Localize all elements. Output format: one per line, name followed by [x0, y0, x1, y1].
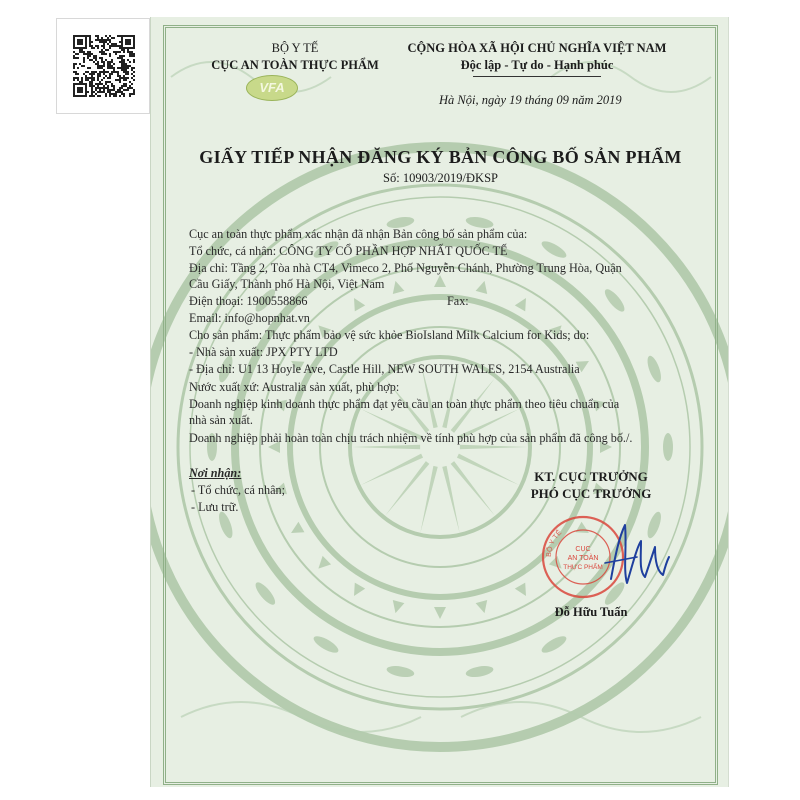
qr-code-icon	[73, 35, 135, 97]
intro-line: Cục an toàn thực phẩm xác nhận đã nhận Bản công bố sản phẩm của:	[189, 227, 528, 241]
stamp-center-text: AN TOÀN	[567, 555, 599, 562]
product-line: Cho sản phẩm: Thực phẩm bảo vệ sức khỏe BioIsland Milk Calcium for Kids; do:	[189, 328, 590, 342]
signer-title-2: PHÓ CỤC TRƯỞNG	[530, 486, 652, 501]
document-title: GIẤY TIẾP NHẬN ĐĂNG KÝ BẢN CÔNG BỐ SẢN PHẨM	[199, 147, 682, 167]
ministry-name: BỘ Y TẾ	[271, 41, 319, 55]
motto-underline	[473, 76, 601, 77]
agency-name: CỤC AN TOÀN THỰC PHẨM	[211, 58, 379, 72]
signer-title-1: KT. CỤC TRƯỞNG	[534, 469, 648, 484]
recipient-item: - Tổ chức, cá nhân;	[191, 483, 286, 497]
document-number: Số: 10903/2019/ĐKSP	[383, 171, 498, 185]
recipients-heading: Nơi nhận:	[189, 466, 242, 480]
motto: Độc lập - Tự do - Hạnh phúc	[460, 58, 614, 72]
stamp-center-text: CỤC	[575, 546, 591, 553]
compliance-line-1: Doanh nghiệp kinh doanh thực phẩm đạt yêu cầu an toàn thực phẩm theo tiêu chuẩn của	[189, 397, 620, 411]
organization-line: Tổ chức, cá nhân: CÔNG TY CỔ PHẦN HỢP NHẤT QUỐC TẾ	[189, 244, 508, 258]
vfa-logo-text: VFA	[259, 80, 285, 95]
responsibility-line: Doanh nghiệp phải hoàn toàn chịu trách nhiệm về tính phù hợp của sản phẩm đã công bố./.	[189, 431, 633, 445]
stamp-center-text: THỰC PHẨM	[563, 564, 603, 571]
address-line-1: Địa chỉ: Tầng 2, Tòa nhà CT4, Vimeco 2, Phố Nguyễn Chánh, Phường Trung Hòa, Quận	[189, 261, 622, 275]
issue-date: Hà Nội, ngày 19 tháng 09 năm 2019	[439, 93, 622, 107]
address-line-2: Cầu Giấy, Thành phố Hà Nội, Việt Nam	[189, 277, 385, 291]
origin-line: Nước xuất xứ: Australia sản xuất, phù hợp:	[189, 380, 400, 394]
vfa-logo	[246, 75, 298, 101]
manufacturer-line: - Nhà sản xuất: JPX PTY LTD	[189, 345, 338, 359]
certificate-page	[150, 17, 729, 787]
compliance-line-2: nhà sản xuất.	[189, 413, 253, 427]
signer-name: Đỗ Hữu Tuấn	[554, 605, 628, 619]
email-line: Email: info@hopnhat.vn	[189, 311, 310, 325]
manufacturer-address-line: - Địa chỉ: U1 13 Hoyle Ave, Castle Hill, NEW SOUTH WALES, 2154 Australia	[189, 362, 580, 376]
handwritten-signature	[597, 517, 677, 597]
recipient-item: - Lưu trữ.	[191, 500, 239, 514]
country-header: CỘNG HÒA XÃ HỘI CHỦ NGHĨA VIỆT NAM	[407, 41, 667, 55]
stamp-ring-text: BỘ Y TẾ	[545, 529, 564, 558]
fax-line: Fax:	[447, 294, 469, 308]
phone-line: Điện thoại: 1900558866	[189, 294, 308, 308]
qr-code	[56, 18, 150, 114]
